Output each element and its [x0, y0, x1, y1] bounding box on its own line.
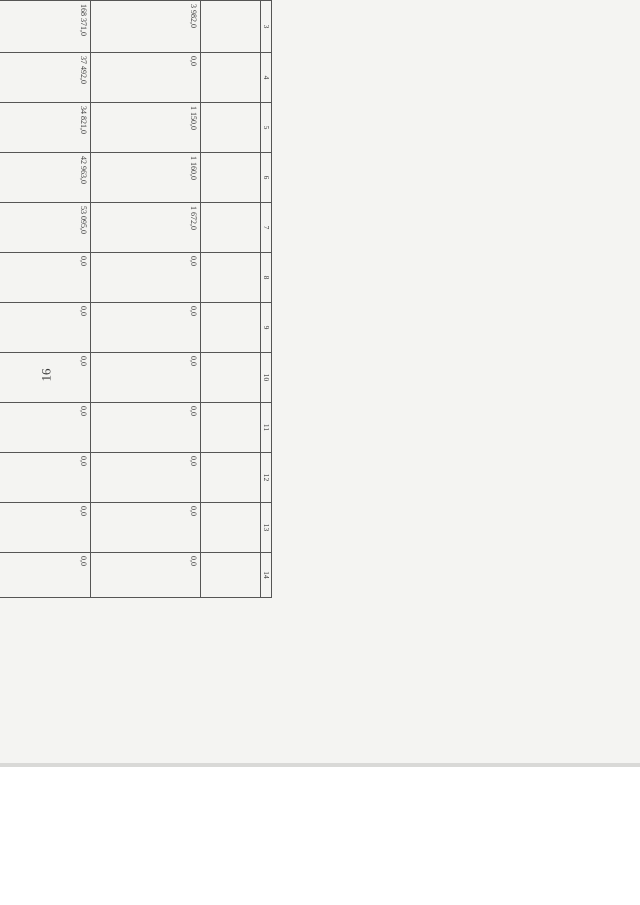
rotated-content	[0, 0, 272, 597]
cell-value: 0,0	[0, 303, 91, 353]
table-row	[201, 0, 261, 598]
cell-value: 3 982,0	[91, 1, 201, 53]
cell-value	[201, 353, 261, 403]
column-number: 6	[261, 153, 272, 203]
cell-value	[201, 303, 261, 353]
column-number: 14	[261, 553, 272, 598]
cell-value: 1 160,0	[91, 153, 201, 203]
header-row	[261, 0, 272, 598]
cell-value	[201, 553, 261, 598]
table-row	[91, 0, 201, 598]
cell-value: 0,0	[0, 403, 91, 453]
cell-value: 0,0	[91, 303, 201, 353]
page-number: 16	[38, 368, 54, 382]
cell-value: 0,0	[91, 53, 201, 103]
cell-value: 0,0	[0, 503, 91, 553]
cell-value	[201, 103, 261, 153]
cell-value	[201, 53, 261, 103]
column-number: 13	[261, 503, 272, 553]
cell-value: 0,0	[0, 453, 91, 503]
column-number: 12	[261, 453, 272, 503]
cell-value: 0,0	[0, 353, 91, 403]
cell-value: 0,0	[0, 253, 91, 303]
cell-value	[201, 503, 261, 553]
cell-value	[201, 453, 261, 503]
budget-table	[0, 0, 272, 598]
cell-value: 0,0	[91, 253, 201, 303]
page-edge	[0, 763, 640, 767]
cell-value	[201, 1, 261, 53]
cell-value	[201, 253, 261, 303]
column-number: 4	[261, 53, 272, 103]
column-number: 3	[261, 1, 272, 53]
cell-value: 0,0	[91, 453, 201, 503]
cell-value: 0,0	[91, 403, 201, 453]
column-number: 8	[261, 253, 272, 303]
column-number: 10	[261, 353, 272, 403]
cell-value: 42 963,0	[0, 153, 91, 203]
cell-value: 0,0	[91, 553, 201, 598]
cell-value	[201, 203, 261, 253]
cell-value	[201, 403, 261, 453]
column-number: 7	[261, 203, 272, 253]
cell-value: 1 672,0	[91, 203, 201, 253]
table-row	[0, 0, 91, 598]
cell-value: 53 095,0	[0, 203, 91, 253]
cell-value: 168 371,0	[0, 1, 91, 53]
cell-value	[201, 153, 261, 203]
cell-value: 0,0	[91, 353, 201, 403]
cell-value: 34 821,0	[0, 103, 91, 153]
cell-value: 37 492,0	[0, 53, 91, 103]
column-number: 9	[261, 303, 272, 353]
cell-value: 0,0	[0, 553, 91, 598]
cell-value: 0,0	[91, 503, 201, 553]
column-number: 11	[261, 403, 272, 453]
column-number: 5	[261, 103, 272, 153]
cell-value: 1 150,0	[91, 103, 201, 153]
